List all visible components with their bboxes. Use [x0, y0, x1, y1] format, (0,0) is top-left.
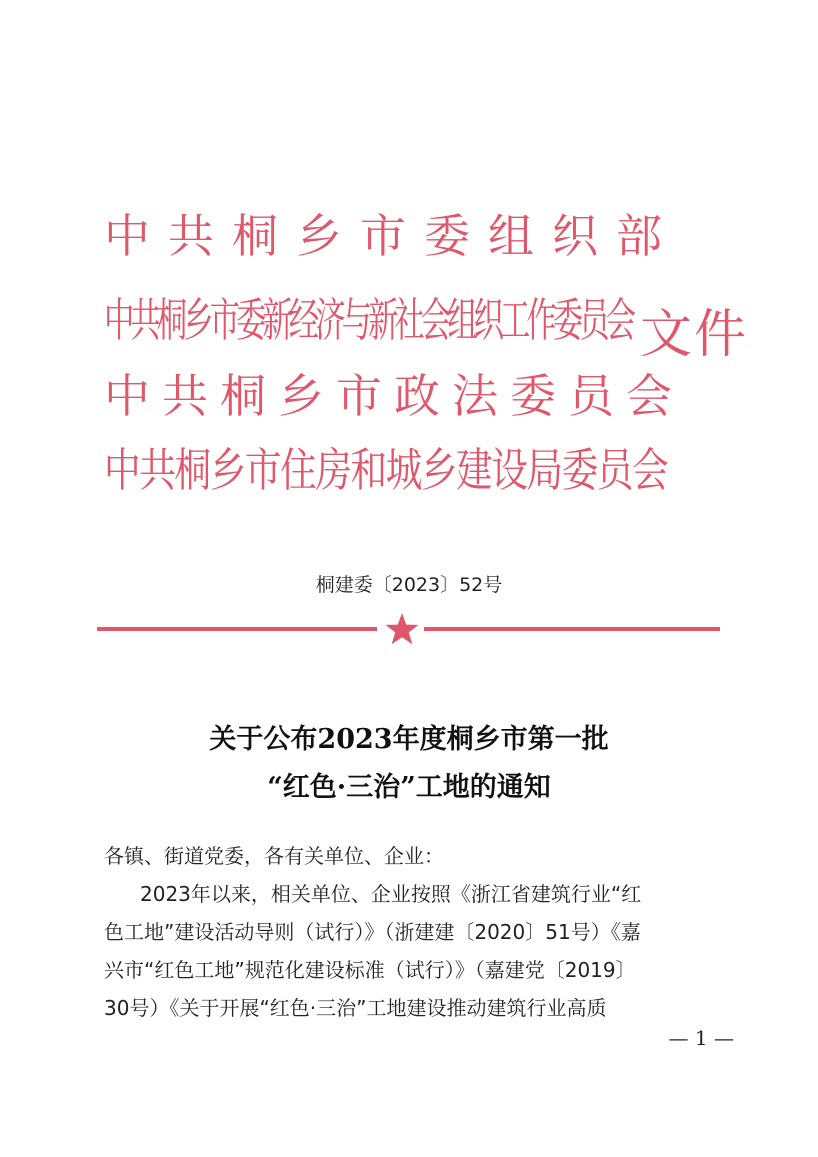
issuing-org-1: 中共桐乡市委组织部 — [104, 209, 680, 263]
page-number: — 1 — — [668, 1026, 734, 1050]
body-line-2: 色工地”建设活动导则（试行）》（浙建建〔2020〕51号）《嘉 — [104, 920, 641, 944]
salutation: 各镇、街道党委，各有关单位、企业： — [104, 844, 444, 868]
document-number: 桐建委〔2023〕52号 — [315, 574, 503, 596]
issuing-org-4: 中共桐乡市住房和城乡建设局委员会 — [104, 443, 668, 497]
body-line-1: 2023年以来，相关单位、企业按照《浙江省建筑行业“红 — [140, 882, 642, 906]
notice-title-line-1: 关于公布2023年度桐乡市第一批 — [209, 724, 609, 755]
issuing-org-3: 中共桐乡市政法委员会 — [104, 369, 684, 423]
star-icon — [384, 612, 420, 646]
red-divider-right — [424, 627, 720, 631]
notice-title-line-2: “红色·三治”工地的通知 — [267, 772, 551, 803]
issuing-org-2: 中共桐乡市委新经济与新社会组织工作委员会 — [104, 293, 632, 347]
body-line-3: 兴市“红色工地”规范化建设标准（试行）》（嘉建党〔2019〕 — [104, 958, 636, 982]
red-divider-left — [97, 627, 377, 631]
document-label: 文件 — [640, 305, 749, 365]
body-line-4: 30号）《关于开展“红色·三治”工地建设推动建筑行业高质 — [104, 996, 607, 1020]
